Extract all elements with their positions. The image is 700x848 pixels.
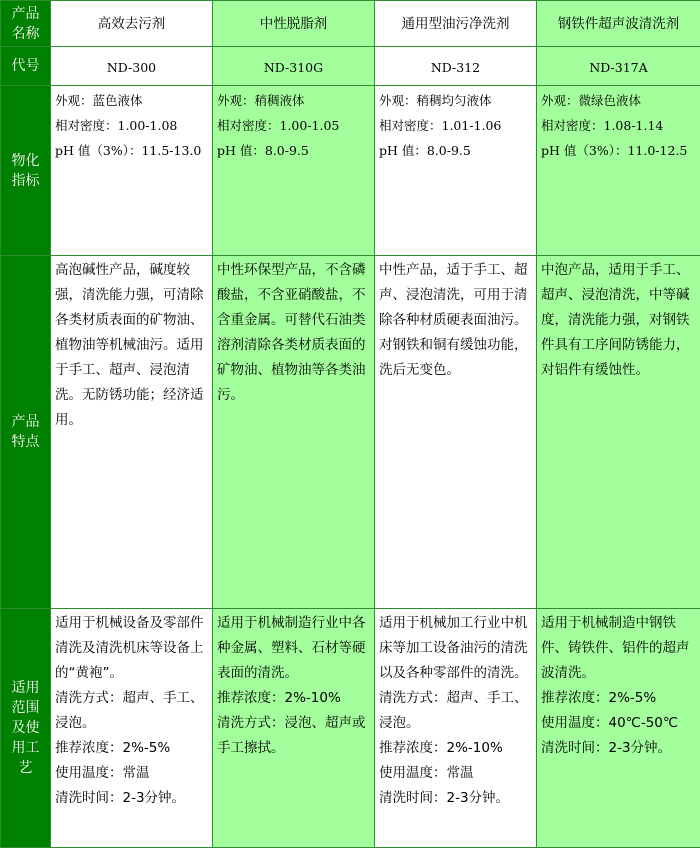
spec-line: 相对密度：1.01-1.06 <box>379 113 532 138</box>
spec-line: pH 值：8.0-9.5 <box>217 138 370 163</box>
usage-line: 推荐浓度：2%-10% <box>379 736 532 761</box>
spec-line: 外观：微绿色液体 <box>541 88 696 113</box>
product-name-cell: 高效去污剂 <box>51 1 213 47</box>
spec-line: pH 值（3%）：11.0-12.5 <box>541 138 696 163</box>
features-row <box>1 256 700 609</box>
spec-line: 外观：稍稠液体 <box>217 88 370 113</box>
feature-text: 中泡产品，适用于手工、超声、浸泡清洗，中等碱度，清洗能力强，对钢铁件具有工序间防锈能力，对铝件有缓蚀性。 <box>541 258 696 383</box>
usage-line: 清洗时间：2-3分钟。 <box>541 736 696 761</box>
product-code-cell: ND-300 <box>51 47 213 86</box>
usage-line: 清洗时间：2-3分钟。 <box>55 786 208 811</box>
feature-cell <box>537 256 700 609</box>
usage-line: 推荐浓度：2%-5% <box>541 686 696 711</box>
row-label-product-name: 产品名称 <box>1 1 51 47</box>
product-name-cell: 钢铁件超声波清洗剂 <box>537 1 700 47</box>
usage-cell <box>213 609 375 848</box>
product-code-cell: ND-312 <box>375 47 537 86</box>
product-code-cell: ND-310G <box>213 47 375 86</box>
feature-text: 中性环保型产品，不含磷酸盐，不含亚硝酸盐，不含重金属。可替代石油类溶剂清除各类材质表面的矿物油、植物油等各类油污。 <box>217 258 370 408</box>
row-label-features: 产品特点 <box>1 256 51 609</box>
feature-cell <box>375 256 537 609</box>
usage-line: 适用于机械加工行业中机床等加工设备油污的清洗以及各种零部件的清洗。 <box>379 611 532 686</box>
usage-line: 使用温度：常温 <box>379 761 532 786</box>
product-code-cell: ND-317A <box>537 47 700 86</box>
usage-row <box>1 609 700 848</box>
usage-line: 清洗方式：超声、手工、浸泡。 <box>55 686 208 736</box>
row-label-physchem: 物化指标 <box>1 86 51 256</box>
spec-cell <box>51 86 213 256</box>
usage-line: 适用于机械制造行业中各种金属、塑料、石材等硬表面的清洗。 <box>217 611 370 686</box>
usage-line: 使用温度：40℃-50℃ <box>541 711 696 736</box>
usage-cell <box>375 609 537 848</box>
feature-text: 高泡碱性产品，碱度较强，清洗能力强，可清除各类材质表面的矿物油、植物油等机械油污。适用于手工、超声、浸泡清洗。无防锈功能；经济适用。 <box>55 258 208 433</box>
row-label-usage: 适用范围及使用工艺 <box>1 609 51 848</box>
feature-cell <box>213 256 375 609</box>
row-label-code: 代号 <box>1 47 51 86</box>
spec-line: pH 值（3%）：11.5-13.0 <box>55 138 208 163</box>
spec-line: 相对密度：1.00-1.08 <box>55 113 208 138</box>
spec-cell <box>537 86 700 256</box>
usage-line: 清洗方式：浸泡、超声或手工擦拭。 <box>217 711 370 761</box>
product-name-row <box>1 1 700 47</box>
spec-cell <box>213 86 375 256</box>
spec-line: pH 值：8.0-9.5 <box>379 138 532 163</box>
usage-line: 清洗方式：超声、手工、浸泡。 <box>379 686 532 736</box>
usage-line: 清洗时间：2-3分钟。 <box>379 786 532 811</box>
usage-line: 推荐浓度：2%-10% <box>217 686 370 711</box>
usage-line: 适用于机械制造中钢铁件、铸铁件、铝件的超声波清洗。 <box>541 611 696 686</box>
spec-cell <box>375 86 537 256</box>
usage-line: 使用温度：常温 <box>55 761 208 786</box>
usage-cell <box>51 609 213 848</box>
product-name-cell: 通用型油污净洗剂 <box>375 1 537 47</box>
physchem-row <box>1 86 700 256</box>
feature-cell <box>51 256 213 609</box>
usage-cell <box>537 609 700 848</box>
usage-line: 适用于机械设备及零部件清洗及清洗机床等设备上的“黄袍”。 <box>55 611 208 686</box>
spec-line: 相对密度：1.00-1.05 <box>217 113 370 138</box>
spec-line: 相对密度：1.08-1.14 <box>541 113 696 138</box>
product-code-row <box>1 47 700 86</box>
usage-line: 推荐浓度：2%-5% <box>55 736 208 761</box>
spec-line: 外观：蓝色液体 <box>55 88 208 113</box>
spec-line: 外观：稍稠均匀液体 <box>379 88 532 113</box>
product-name-cell: 中性脱脂剂 <box>213 1 375 47</box>
feature-text: 中性产品，适于手工、超声、浸泡清洗，可用于清除各种材质硬表面油污。对钢铁和铜有缓蚀功能，洗后无变色。 <box>379 258 532 383</box>
